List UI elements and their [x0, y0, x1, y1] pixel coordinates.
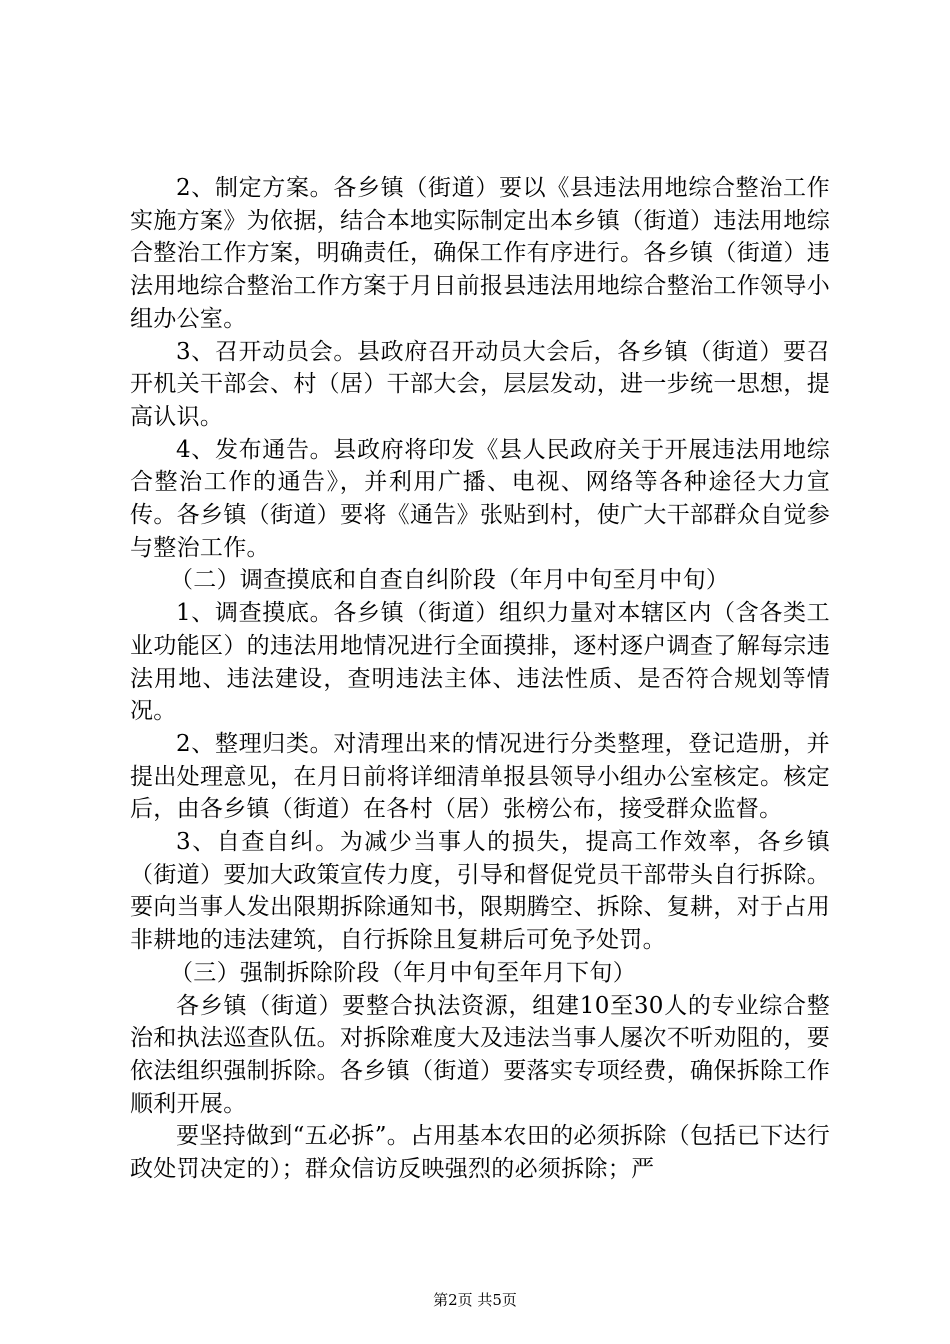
section-heading-demolition-stage: （三）强制拆除阶段（年月中旬至年月下旬） — [170, 959, 636, 986]
paragraph-self-correction: 3、自查自纠。为减少当事人的损失，提高工作效率，各乡镇（街道）要加大政策宣传力度，引导和督促党员干部带头自行拆除。要向当事人发出限期拆除通知书，限期腾空、拆除、复耕，对于占用非耕地的违法建筑，自行拆除且复耕后可免予处罚。 — [130, 829, 830, 954]
page-number-footer: 第2页 共5页 — [433, 1291, 517, 1309]
paragraph-classification: 2、整理归类。对清理出来的情况进行分类整理，登记造册，并提出处理意见，在月日前将详细清单报县领导小组办公室核定。核定后，由各乡镇（街道）在各村（居）张榜公布，接受群众监督。 — [130, 730, 830, 823]
section-heading-survey-stage: （二）调查摸底和自查自纠阶段（年月中旬至月中旬） — [170, 567, 730, 594]
paragraph-mobilization-meeting: 3、召开动员会。县政府召开动员大会后，各乡镇（街道）要召开机关干部会、村（居）干部大会，层层发动，进一步统一思想，提高认识。 — [130, 338, 830, 430]
paragraph-publish-notice: 4、发布通告。县政府将印发《县人民政府关于开展违法用地综合整治工作的通告》，并利用广播、电视、网络等各种途径大力宣传。各乡镇（街道）要将《通告》张贴到村，使广大干部群众自觉参与整治工作。 — [130, 436, 830, 561]
document-body — [130, 172, 830, 1186]
paragraph-make-plan: 2、制定方案。各乡镇（街道）要以《县违法用地综合整治工作实施方案》为依据，结合本地实际制定出本乡镇（街道）违法用地综合整治工作方案，明确责任，确保工作有序进行。各乡镇（街道）违法用地综合整治工作方案于月日前报县违法用地综合整治工作领导小组办公室。 — [130, 175, 830, 332]
paragraph-enforcement-team: 各乡镇（街道）要整合执法资源，组建10至30人的专业综合整治和执法巡查队伍。对拆除难度大及违法当事人屡次不听劝阻的，要依法组织强制拆除。各乡镇（街道）要落实专项经费，确保拆除工作顺利开展。 — [130, 992, 830, 1117]
paragraph-five-must-demolish: 要坚持做到“五必拆”。占用基本农田的必须拆除（包括已下达行政处罚决定的）；群众信访反映强烈的必须拆除；严 — [130, 1123, 830, 1183]
paragraph-survey: 1、调查摸底。各乡镇（街道）组织力量对本辖区内（含各类工业功能区）的违法用地情况进行全面摸排，逐村逐户调查了解每宗违法用地、违法建设，查明违法主体、违法性质、是否符合规划等情况。 — [130, 600, 830, 725]
